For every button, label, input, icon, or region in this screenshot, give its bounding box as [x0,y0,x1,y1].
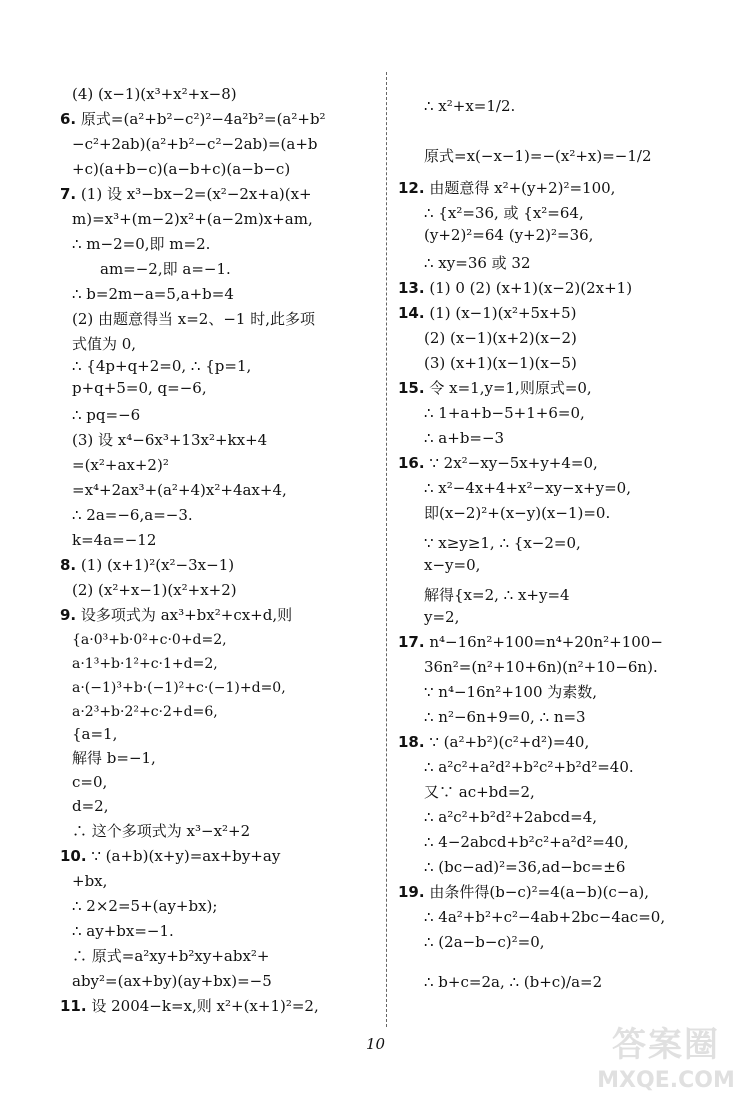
watermark-top-text: 答案圈 [612,1025,720,1065]
answer-line: 17. n⁴−16n²+100=n⁴+20n²+100− [398,633,663,651]
answer-line: ∴ {x²=36, 或 {x²=64, [424,204,584,222]
answer-line: ∴ b=2m−a=5,a+b=4 [72,285,234,303]
answer-line: 16. ∵ 2x²−xy−5x+y+4=0, [398,454,598,472]
answer-line: ∴ 4−2abcd+b²c²+a²d²=40, [424,833,629,851]
answer-line: p+q+5=0, q=−6, [72,379,207,397]
answer-line: ∴ pq=−6 [72,406,141,424]
answer-line: ∴ 2a=−6,a=−3. [72,506,193,524]
answer-line: 12. 由题意得 x²+(y+2)²=100, [398,179,616,197]
answer-line: a·2³+b·2²+c·2+d=6, [72,704,218,720]
answer-line: d=2, [72,797,109,815]
answer-line: ∴ 这个多项式为 x³−x²+2 [72,822,251,840]
answer-line: c=0, [72,773,108,791]
answer-line: (y+2)²=64 (y+2)²=36, [424,226,594,244]
watermark-logo [592,1024,740,1094]
answer-line: +c)(a+b−c)(a−b+c)(a−b−c) [72,160,291,178]
answer-line: (3) 设 x⁴−6x³+13x²+kx+4 [72,431,268,449]
answer-line: 6. 原式=(a²+b²−c²)²−4a²b²=(a²+b² [60,110,326,128]
answer-line: ∴ x²−4x+4+x²−xy−x+y=0, [424,479,631,497]
answer-line: 又∵ ac+bd=2, [424,783,535,801]
answer-line: k=4a=−12 [72,531,157,549]
answer-line: (2) (x²+x−1)(x²+x+2) [72,581,237,599]
answer-line: (2) (x−1)(x+2)(x−2) [424,329,577,347]
answer-line: m)=x³+(m−2)x²+(a−2m)x+am, [72,210,313,228]
answer-line: ∵ x≥y≥1, ∴ {x−2=0, [424,534,581,552]
page-number: 10 [366,1035,386,1053]
column-divider [386,72,387,1027]
answer-line: {a·0³+b·0²+c·0+d=2, [72,632,227,648]
answer-line: (3) (x+1)(x−1)(x−5) [424,354,577,372]
answer-line: =x⁴+2ax³+(a²+4)x²+4ax+4, [72,481,287,499]
answer-line: am=−2,即 a=−1. [100,260,231,278]
answer-line: 13. (1) 0 (2) (x+1)(x−2)(2x+1) [398,279,633,297]
answer-line: ∴ xy=36 或 32 [424,254,531,272]
answer-line: ∴ {4p+q+2=0, ∴ {p=1, [72,357,252,375]
answer-line: 9. 设多项式为 ax³+bx²+cx+d,则 [60,606,293,624]
answer-line: 8. (1) (x+1)²(x²−3x−1) [60,556,235,574]
answer-line: 19. 由条件得(b−c)²=4(a−b)(c−a), [398,883,649,901]
answer-line: 原式=x(−x−1)=−(x²+x)=−1/2 [424,147,652,165]
answer-line: 解得{x=2, ∴ x+y=4 [424,586,570,604]
answer-line: ∴ b+c=2a, ∴ (b+c)/a=2 [424,973,603,991]
answer-line: ∴ a²c²+a²d²+b²c²+b²d²=40. [424,758,634,776]
answer-line: 10. ∵ (a+b)(x+y)=ax+by+ay [60,847,281,865]
answer-line: ∴ ay+bx=−1. [72,922,174,940]
answer-line: ∴ 原式=a²xy+b²xy+abx²+ [72,947,270,965]
answer-line: ∴ (2a−b−c)²=0, [424,933,545,951]
answer-line: ∴ n²−6n+9=0, ∴ n=3 [424,708,586,726]
answer-line: a·(−1)³+b·(−1)²+c·(−1)+d=0, [72,680,286,696]
answer-line: ∴ a²c²+b²d²+2abcd=4, [424,808,598,826]
answer-line: {a=1, [72,725,118,743]
watermark-bottom-text: MXQE.COM [597,1068,735,1093]
answer-line: ∴ (bc−ad)²=36,ad−bc=±6 [424,858,626,876]
answer-line: ∴ x²+x=1/2. [424,97,516,115]
answer-line: ∴ 1+a+b−5+1+6=0, [424,404,585,422]
answer-line: 18. ∵ (a²+b²)(c²+d²)=40, [398,733,590,751]
answer-line: 解得 b=−1, [72,749,156,767]
answer-line: (2) 由题意得当 x=2、−1 时,此多项 [72,310,316,328]
answer-line: ∴ a+b=−3 [424,429,505,447]
answer-line: 36n²=(n²+10+6n)(n²+10−6n). [424,658,658,676]
answer-line: a·1³+b·1²+c·1+d=2, [72,656,218,672]
answer-line: ∵ n⁴−16n²+100 为素数, [424,683,598,701]
answer-line: ∴ 4a²+b²+c²−4ab+2bc−4ac=0, [424,908,666,926]
answer-line: 11. 设 2004−k=x,则 x²+(x+1)²=2, [60,997,319,1015]
answer-line: 15. 令 x=1,y=1,则原式=0, [398,379,592,397]
answer-line: 即(x−2)²+(x−y)(x−1)=0. [424,504,611,522]
answer-line: 14. (1) (x−1)(x²+5x+5) [398,304,577,322]
answer-line: −c²+2ab)(a²+b²−c²−2ab)=(a+b [72,135,318,153]
answer-line: 式值为 0, [72,335,137,353]
answer-line: ∴ 2×2=5+(ay+bx); [72,897,218,915]
answer-line: =(x²+ax+2)² [72,456,169,474]
answer-line: 7. (1) 设 x³−bx−2=(x²−2x+a)(x+ [60,185,312,203]
answer-line: y=2, [424,608,460,626]
answer-line: aby²=(ax+by)(ay+bx)=−5 [72,972,272,990]
answer-line: (4) (x−1)(x³+x²+x−8) [72,85,237,103]
answer-line: ∴ m−2=0,即 m=2. [72,235,211,253]
answer-line: x−y=0, [424,556,481,574]
answer-line: +bx, [72,872,108,890]
